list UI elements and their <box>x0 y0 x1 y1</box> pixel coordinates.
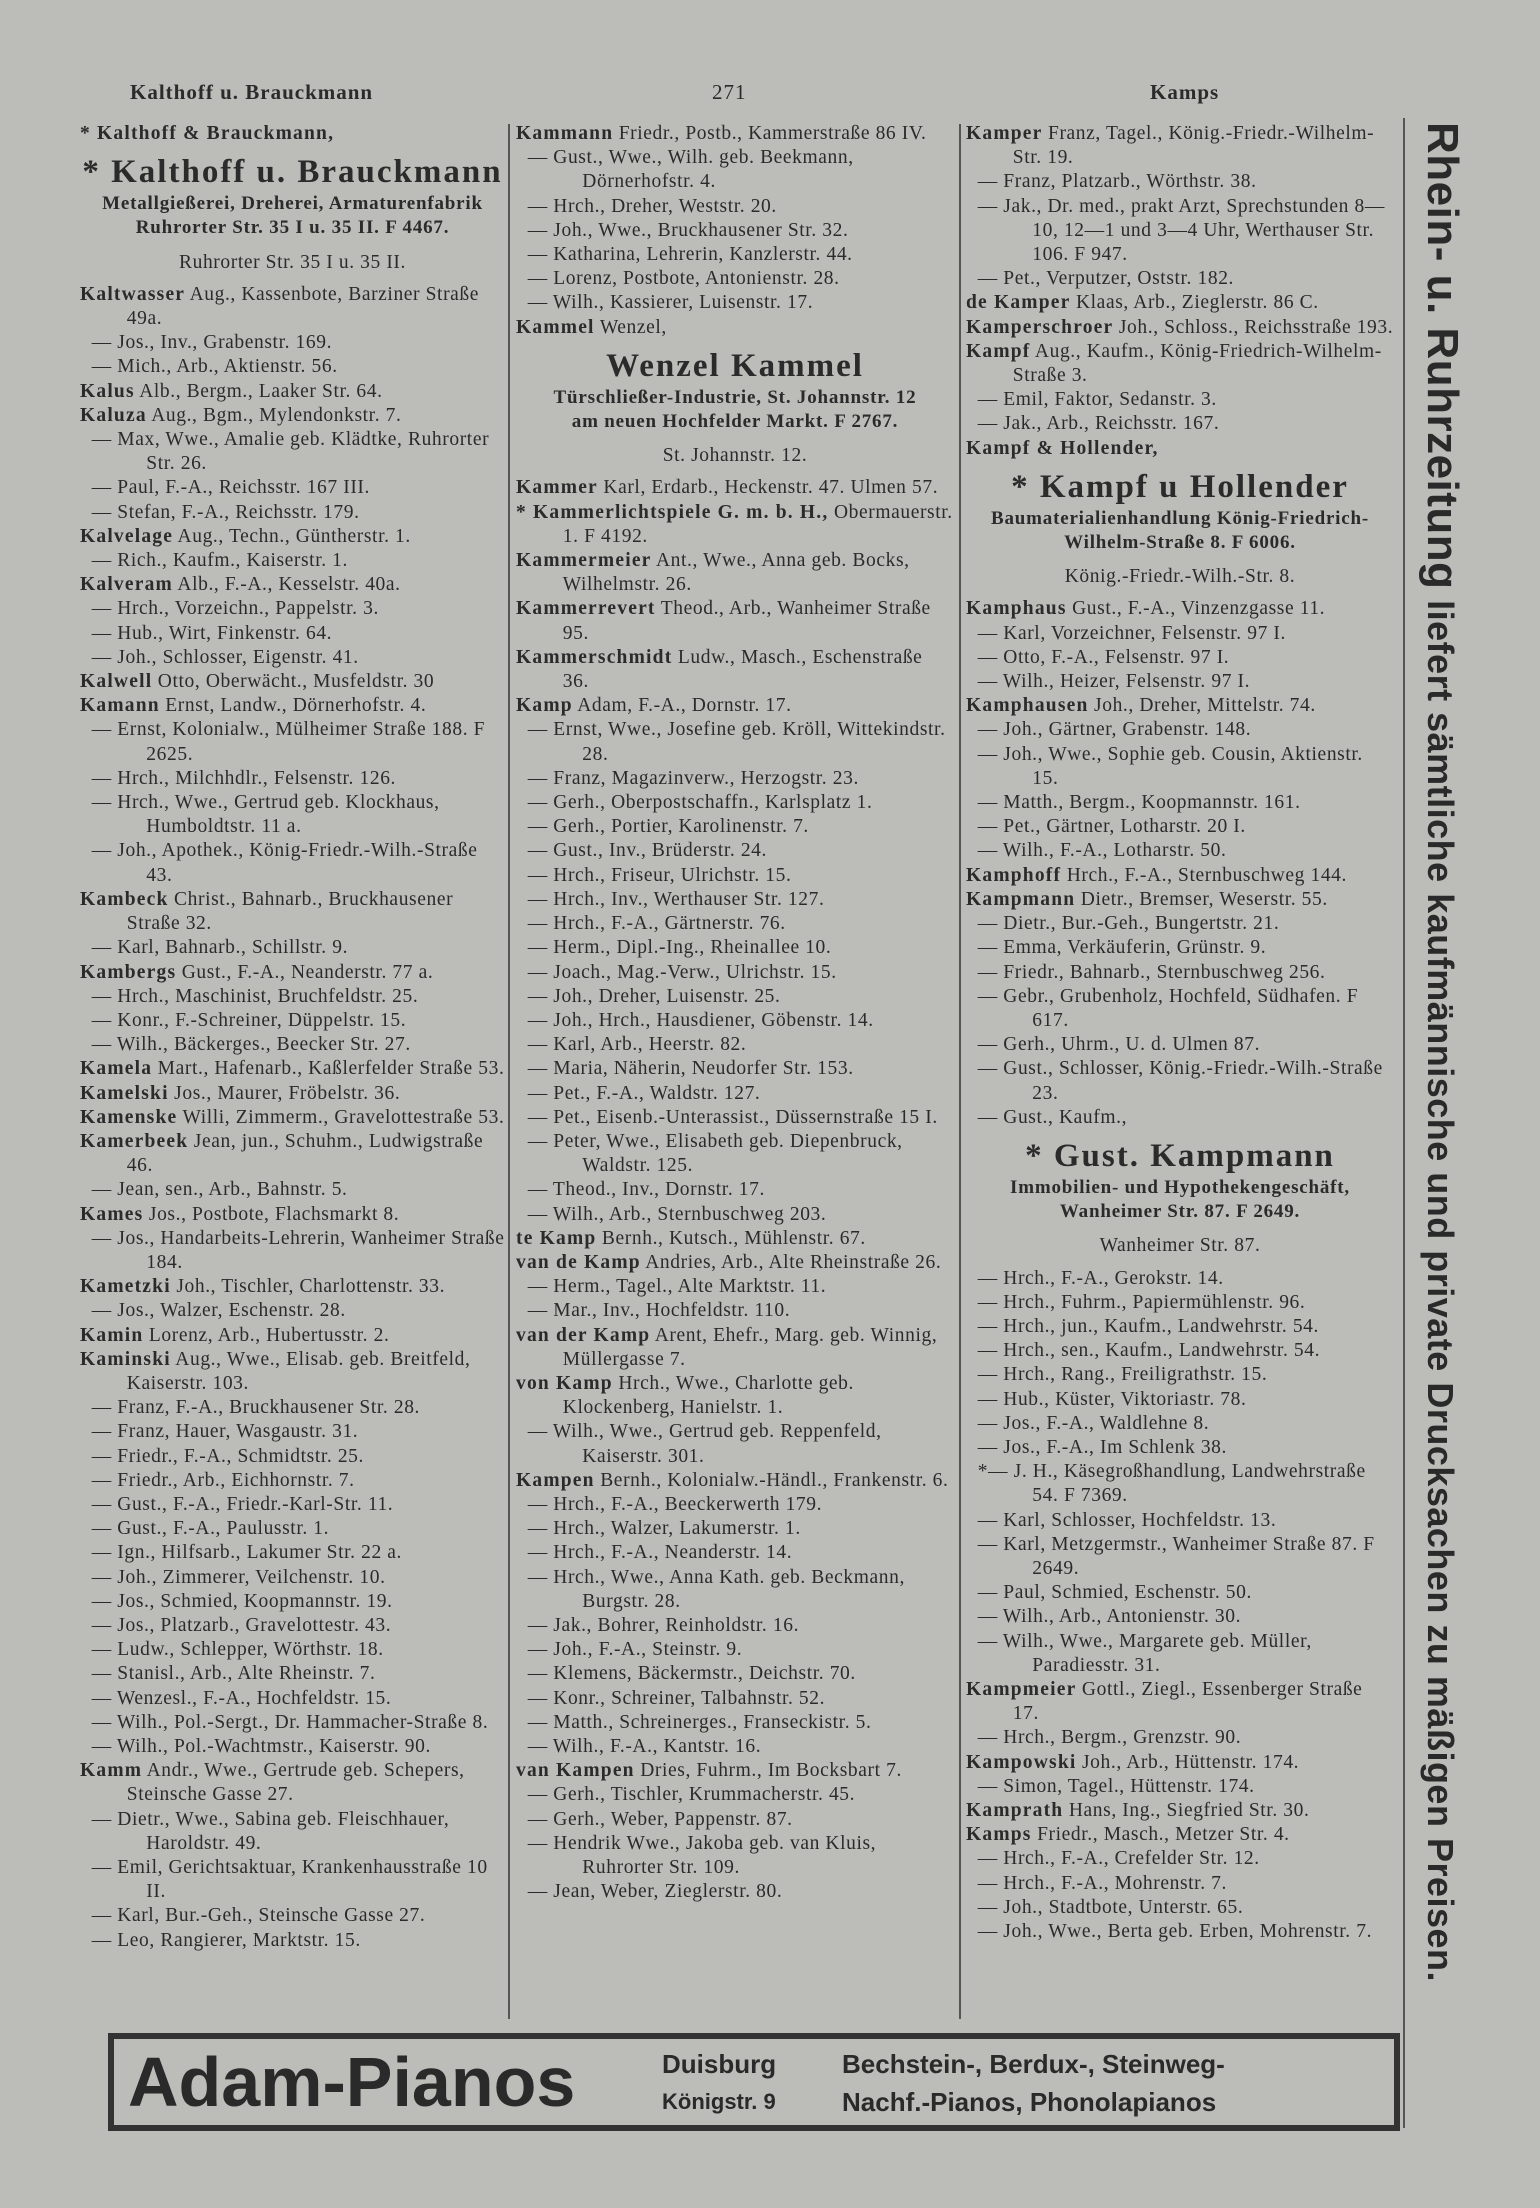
entry-details: Aug., Bgm., Mylendonkstr. 7. <box>151 404 402 426</box>
directory-subentry: — Jak., Dr. med., prakt Arzt, Sprechstunden 8—10, 12—1 und 3—4 Uhr, Werthauser Str. 106. F 947. <box>977 195 1385 266</box>
directory-subentry: — Theod., Inv., Dornstr. 17. <box>527 1179 765 1201</box>
directory-subentry: — Wilh., F.-A., Kantstr. 16. <box>527 1736 762 1757</box>
display-ad-title: * Kampf u Hollender <box>1011 468 1349 505</box>
directory-subentry: — Pet., Gärtner, Lotharstr. 20 I. <box>977 816 1246 838</box>
directory-subentry: — Gust., F.-A., Friedr.-Karl-Str. 11. <box>91 1493 394 1515</box>
directory-subentry: — Hrch., Vorzeichn., Pappelstr. 3. <box>91 598 379 620</box>
directory-subentry: — Ernst, Wwe., Josefine geb. Kröll, Wittekindstr. 28. <box>527 719 946 765</box>
directory-subentry: — Mich., Arb., Aktienstr. 56. <box>91 356 338 378</box>
column-divider <box>508 124 510 2019</box>
entry-details: Karl, Erdarb., Heckenstr. 47. Ulmen 57. <box>603 477 939 499</box>
surname: Kampmann <box>966 888 1076 910</box>
directory-subentry: — Pet., Verputzer, Oststr. 182. <box>977 268 1235 290</box>
directory-subentry: — Gust., Schlosser, König.-Friedr.-Wilh.-Straße 23. <box>977 1058 1383 1104</box>
directory-entry <box>516 1372 954 1420</box>
surname: Kammerrevert <box>516 598 656 620</box>
directory-subentry: — Karl, Bahnarb., Schillstr. 9. <box>91 937 349 959</box>
directory-subentry: — Maria, Näherin, Neudorfer Str. 153. <box>527 1058 854 1080</box>
directory-entry <box>516 1251 954 1275</box>
directory-subentry: — Friedr., F.-A., Schmidtstr. 25. <box>91 1445 364 1467</box>
entry-details: Joh., Schloss., Reichsstraße 193. <box>1118 316 1394 338</box>
directory-subentry: — Karl, Arb., Heerstr. 82. <box>527 1034 747 1056</box>
directory-subentry: — Wilh., Wwe., Margarete geb. Müller, Paradiesstr. 31. <box>977 1630 1312 1676</box>
directory-subentry: — Karl, Metzgermstr., Wanheimer Straße 87. F 2649. <box>977 1533 1375 1579</box>
bottom-advertisement <box>108 2033 1400 2131</box>
directory-subentry: — Wenzesl., F.-A., Hochfeldstr. 15. <box>91 1687 392 1709</box>
directory-subentry: — Hrch., Wwe., Anna Kath. geb. Beckmann, Burgstr. 28. <box>527 1566 905 1612</box>
side-ad-name: Rhein- u. Ruhrzeitung <box>1418 122 1467 590</box>
surname: Kalvelage <box>80 525 174 547</box>
directory-subentry: — Gust., Inv., Brüderstr. 24. <box>527 840 767 862</box>
directory-subentry: — Konr., F.-Schreiner, Düppelstr. 15. <box>91 1009 407 1031</box>
directory-entry <box>80 1324 505 1348</box>
directory-subentry: — Hub., Küster, Viktoriastr. 78. <box>977 1388 1247 1410</box>
directory-entry <box>516 694 954 718</box>
directory-entry <box>516 501 954 549</box>
surname: Kampmeier <box>966 1678 1077 1700</box>
surname: Kampf & Hollender, <box>966 437 1159 459</box>
directory-subentry: — Hrch., Walzer, Lakumerstr. 1. <box>527 1518 801 1540</box>
directory-subentry: — Matth., Schreinerges., Franseckistr. 5. <box>527 1711 872 1733</box>
directory-subentry: — Gerh., Portier, Karolinenstr. 7. <box>527 816 809 838</box>
entry-details: Aug., Techn., Güntherstr. 1. <box>177 525 411 547</box>
surname: Kamin <box>80 1324 144 1346</box>
directory-entry <box>80 525 505 549</box>
entry-details: Joh., Arb., Hüttenstr. 174. <box>1081 1751 1300 1773</box>
entry-details: Hans, Ing., Siegfried Str. 30. <box>1068 1800 1310 1821</box>
surname: Kamp <box>516 695 573 717</box>
directory-subentry: — Gerh., Uhrm., U. d. Ulmen 87. <box>977 1034 1261 1056</box>
display-ad-address: St. Johannstr. 12. <box>662 445 808 467</box>
directory-entry <box>80 888 505 936</box>
surname: Kampowski <box>966 1751 1077 1773</box>
directory-subentry: — Dietr., Bur.-Geh., Bungertstr. 21. <box>977 913 1280 935</box>
column-1 <box>80 122 505 1953</box>
directory-entry <box>80 1275 505 1299</box>
surname: Kampf <box>966 340 1031 362</box>
directory-subentry: — Emil, Gerichtsaktuar, Krankenhausstraße 10 II. <box>91 1857 488 1903</box>
directory-subentry: — Pet., Eisenb.-Unterassist., Düssernstraße 15 I. <box>527 1106 938 1128</box>
directory-subentry: — Hrch., F.-A., Gerokstr. 14. <box>977 1267 1224 1289</box>
display-ad-text: am neuen Hochfelder Markt. F 2767. <box>571 411 899 433</box>
directory-entry <box>516 646 954 694</box>
entry-details: Franz, Tagel., König.-Friedr.-Wilhelm-Str. 19. <box>1012 123 1375 169</box>
directory-subentry: — Max, Wwe., Amalie geb. Klädtke, Ruhrorter Str. 26. <box>91 429 490 475</box>
surname: van de Kamp <box>516 1251 641 1273</box>
directory-subentry: — Mar., Inv., Hochfeldstr. 110. <box>527 1300 791 1322</box>
page-number: 271 <box>712 80 747 104</box>
directory-subentry: — Joh., F.-A., Steinstr. 9. <box>527 1639 743 1661</box>
directory-subentry: — Wilh., Bäckerges., Beecker Str. 27. <box>91 1034 411 1056</box>
directory-subentry: — Jos., F.-A., Waldlehne 8. <box>977 1412 1210 1434</box>
surname: Kamprath <box>966 1800 1064 1821</box>
directory-entry <box>966 1751 1394 1775</box>
directory-subentry: — Herm., Tagel., Alte Marktstr. 11. <box>527 1276 827 1298</box>
directory-subentry: — Gust., Wwe., Wilh. geb. Beekmann, Dörnerhofstr. 4. <box>527 147 854 193</box>
entry-details: Joh., Tischler, Charlottenstr. 33. <box>176 1276 446 1298</box>
directory-subentry: — Jean, Weber, Zieglerstr. 80. <box>527 1881 783 1903</box>
side-ad-divider <box>1403 118 1405 2128</box>
directory-subentry: — Hrch., Fuhrm., Papiermühlenstr. 96. <box>977 1291 1306 1313</box>
directory-subentry: — Karl, Bur.-Geh., Steinsche Gasse 27. <box>91 1905 426 1927</box>
surname: Kamenske <box>80 1106 178 1128</box>
directory-subentry: — Matth., Bergm., Koopmannstr. 161. <box>977 792 1301 814</box>
surname: Kames <box>80 1203 144 1225</box>
entry-details: Ernst, Landw., Dörnerhofstr. 4. <box>165 695 427 717</box>
surname: Kamps <box>966 1824 1032 1846</box>
directory-subentry: — Simon, Tagel., Hüttenstr. 174. <box>977 1775 1255 1797</box>
entry-details: Wenzel, <box>599 316 667 338</box>
directory-subentry: — Ign., Hilfsarb., Lakumer Str. 22 a. <box>91 1542 403 1564</box>
surname: Kaluza <box>80 404 147 426</box>
directory-subentry: — Jean, sen., Arb., Bahnstr. 5. <box>91 1179 348 1201</box>
directory-subentry: — Emma, Verkäuferin, Grünstr. 9. <box>977 937 1267 959</box>
directory-entry <box>966 1678 1394 1726</box>
directory-subentry: — Joh., Schlosser, Eigenstr. 41. <box>91 646 359 668</box>
running-head-left: Kalthoff u. Brauckmann <box>130 80 374 104</box>
column-3 <box>966 122 1394 1944</box>
directory-entry <box>516 316 954 340</box>
directory-subentry: — Gerh., Weber, Pappenstr. 87. <box>527 1808 793 1830</box>
entry-details: Alb., F.-A., Kesselstr. 40a. <box>177 574 401 596</box>
entry-details: Hrch., Wwe., Charlotte geb. Klockenberg, Hanielstr. 1. <box>562 1372 855 1419</box>
directory-subentry: — Franz, Platzarb., Wörthstr. 38. <box>977 171 1257 193</box>
display-ad-text: Ruhrorter Str. 35 I u. 35 II. F 4467. <box>135 217 450 239</box>
side-ad-text: liefert sämtliche kaufmännische und private Drucksachen zu mäßigen Preisen. <box>1420 600 1461 1983</box>
directory-subentry: — Franz, F.-A., Bruckhausener Str. 28. <box>91 1397 421 1419</box>
entry-details: Hrch., F.-A., Sternbuschweg 144. <box>1066 864 1347 886</box>
surname: Kamphaus <box>966 598 1067 620</box>
directory-subentry: — Dietr., Wwe., Sabina geb. Fleischhauer, Haroldstr. 49. <box>91 1808 450 1854</box>
directory-entry <box>966 597 1394 621</box>
running-head-right: Kamps <box>1150 80 1220 104</box>
entry-details: Bernh., Kolonialw.-Händl., Frankenstr. 6. <box>600 1469 949 1491</box>
directory-subentry: — Hrch., Inv., Werthauser Str. 127. <box>527 888 825 910</box>
directory-subentry: — Konr., Schreiner, Talbahnstr. 52. <box>527 1687 826 1709</box>
directory-subentry: — Joh., Hrch., Hausdiener, Göbenstr. 14. <box>527 1009 874 1031</box>
directory-subentry: — Hrch., Dreher, Weststr. 20. <box>527 195 777 217</box>
entry-details: Willi, Zimmerm., Gravelottestraße 53. <box>182 1106 505 1128</box>
surname: Kampen <box>516 1469 595 1491</box>
directory-subentry: — Katharina, Lehrerin, Kanzlerstr. 44. <box>527 244 853 266</box>
entry-details: Bernh., Kutsch., Mühlenstr. 67. <box>601 1227 866 1249</box>
directory-subentry: — Hendrik Wwe., Jakoba geb. van Kluis, Ruhrorter Str. 109. <box>527 1832 877 1879</box>
display-ad-text: Türschließer-Industrie, St. Johannstr. 12 <box>553 386 917 408</box>
directory-entry <box>80 694 505 718</box>
surname: Kaltwasser <box>80 283 186 305</box>
directory-subentry: — Jos., Walzer, Eschenstr. 28. <box>91 1300 346 1322</box>
directory-entry <box>516 597 954 645</box>
directory-subentry: — Wilh., Pol.-Wachtmstr., Kaiserstr. 90. <box>91 1736 431 1757</box>
entry-details: Obermauerstr. 1. F 4192. <box>562 501 953 547</box>
directory-entry <box>80 283 505 331</box>
directory-subentry: — Wilh., Kassierer, Luisenstr. 17. <box>527 292 814 314</box>
directory-subentry: — Joh., Zimmerer, Veilchenstr. 10. <box>91 1566 386 1588</box>
directory-subentry: — Wilh., F.-A., Lotharstr. 50. <box>977 840 1227 862</box>
directory-entry <box>80 1203 505 1227</box>
surname: Kammel <box>516 316 595 338</box>
directory-subentry: — Lorenz, Postbote, Antonienstr. 28. <box>527 268 840 290</box>
directory-subentry: *— J. H., Käsegroßhandlung, Landwehrstraße 54. F 7369. <box>977 1461 1366 1507</box>
entry-details: Adam, F.-A., Dornstr. 17. <box>577 695 792 717</box>
entry-details: Dries, Fuhrm., Im Bocksbart 7. <box>640 1760 902 1782</box>
entry-details: Gust., F.-A., Neanderstr. 77 a. <box>181 961 434 983</box>
surname: Kalwell <box>80 671 153 693</box>
column-2 <box>516 122 954 1904</box>
directory-entry <box>966 340 1394 388</box>
directory-subentry: — Wilh., Wwe., Gertrud geb. Reppenfeld, Kaiserstr. 301. <box>527 1421 882 1467</box>
entry-details: Friedr., Postb., Kammerstraße 86 IV. <box>618 123 927 144</box>
entry-details: Jos., Maurer, Fröbelstr. 36. <box>174 1082 401 1104</box>
directory-entry <box>80 1348 505 1396</box>
directory-entry <box>80 1082 505 1106</box>
surname: te Kamp <box>516 1227 597 1249</box>
directory-entry <box>516 1324 954 1372</box>
entry-details: Aug., Kassenbote, Barziner Straße 49a. <box>126 283 480 330</box>
directory-entry <box>966 316 1394 340</box>
directory-subentry: — Hrch., F.-A., Neanderstr. 14. <box>527 1542 793 1564</box>
display-ad-address: Ruhrorter Str. 35 I u. 35 II. <box>179 251 406 273</box>
display-ad-address: König.-Friedr.-Wilh.-Str. 8. <box>1064 566 1296 588</box>
directory-subentry: — Paul, Schmied, Eschenstr. 50. <box>977 1582 1252 1604</box>
surname: Kaminski <box>80 1348 171 1370</box>
directory-subentry: — Joh., Wwe., Berta geb. Erben, Mohrenstr. 7. <box>977 1921 1373 1943</box>
directory-entry <box>80 380 505 404</box>
directory-subentry: — Joh., Stadtbote, Unterstr. 65. <box>977 1896 1244 1918</box>
surname: von Kamp <box>516 1372 613 1394</box>
entry-details: Lorenz, Arb., Hubertusstr. 2. <box>148 1324 390 1346</box>
directory-subentry: — Hrch., Maschinist, Bruchfeldstr. 25. <box>91 985 419 1007</box>
entry-details: Joh., Dreher, Mittelstr. 74. <box>1094 695 1316 717</box>
directory-subentry: — Hrch., Rang., Freiligrathstr. 15. <box>977 1364 1268 1386</box>
directory-subentry: — Wilh., Heizer, Felsenstr. 97 I. <box>977 671 1251 693</box>
surname: de Kamper <box>966 292 1071 314</box>
directory-subentry: — Stefan, F.-A., Reichsstr. 179. <box>91 501 360 523</box>
directory-entry <box>516 549 954 597</box>
display-ad-text: Wanheimer Str. 87. F 2649. <box>1059 1201 1301 1223</box>
ad-line-2: Nachf.-Pianos, Phonolapianos <box>842 2087 1217 2117</box>
directory-subentry: — Emil, Faktor, Sedanstr. 3. <box>977 389 1217 411</box>
ad-street: Königstr. 9 <box>662 2089 776 2114</box>
surname: Kametzki <box>80 1276 171 1298</box>
entry-details: Gottl., Ziegl., Essenberger Straße 17. <box>1012 1678 1363 1725</box>
directory-entry <box>966 694 1394 718</box>
directory-subentry: — Friedr., Bahnarb., Sternbuschweg 256. <box>977 961 1326 983</box>
directory-subentry: — Paul, F.-A., Reichsstr. 167 III. <box>91 477 370 499</box>
directory-subentry: — Hub., Wirt, Finkenstr. 64. <box>91 622 333 644</box>
surname: Kamerbeek <box>80 1130 189 1152</box>
surname: Kamphausen <box>966 695 1089 717</box>
surname: Kamann <box>80 695 160 717</box>
display-ad-title: Wenzel Kammel <box>606 347 864 384</box>
directory-entry <box>966 864 1394 888</box>
directory-subentry: — Jak., Arb., Reichsstr. 167. <box>977 413 1220 435</box>
directory-entry <box>966 1823 1394 1847</box>
directory-subentry: — Joh., Dreher, Luisenstr. 25. <box>527 985 781 1007</box>
entry-details: Christ., Bahnarb., Bruckhausener Straße 32. <box>126 888 454 935</box>
display-ad-text: Wilhelm-Straße 8. F 6006. <box>1064 532 1296 554</box>
directory-subentry: — Friedr., Arb., Eichhornstr. 7. <box>91 1469 355 1491</box>
display-ad-text: Immobilien- und Hypothekengeschäft, <box>1010 1176 1350 1198</box>
directory-subentry: — Gebr., Grubenholz, Hochfeld, Südhafen. F 617. <box>977 985 1359 1031</box>
directory-subentry: — Gerh., Oberpostschaffn., Karlsplatz 1. <box>527 792 873 814</box>
surname: van der Kamp <box>516 1324 651 1346</box>
directory-entry <box>80 1057 505 1081</box>
directory-entry <box>80 573 505 597</box>
surname: Kambeck <box>80 888 169 910</box>
directory-subentry: — Joh., Wwe., Sophie geb. Cousin, Aktienstr. 15. <box>977 743 1363 789</box>
directory-subentry: — Stanisl., Arb., Alte Rheinstr. 7. <box>91 1663 376 1685</box>
surname: Kamphoff <box>966 864 1062 886</box>
entry-details: Aug., Kaufm., König-Friedrich-Wilhelm-Straße 3. <box>1012 340 1382 387</box>
directory-subentry: — Wilh., Arb., Antonienstr. 30. <box>977 1606 1242 1628</box>
directory-subentry: — Ernst, Kolonialw., Mülheimer Straße 188. F 2625. <box>91 719 486 765</box>
directory-subentry: — Leo, Rangierer, Marktstr. 15. <box>91 1929 361 1951</box>
directory-subentry: — Hrch., F.-A., Gärtnerstr. 76. <box>527 913 786 935</box>
directory-entry <box>80 404 505 428</box>
ad-line-1: Bechstein-, Berdux-, Steinweg- <box>842 2049 1225 2079</box>
entry-details: Otto, Oberwächt., Musfeldstr. 30 <box>157 671 435 693</box>
directory-subentry: — Hrch., Bergm., Grenzstr. 90. <box>977 1727 1242 1749</box>
directory-subentry: — Wilh., Pol.-Sergt., Dr. Hammacher-Straße 8. <box>91 1711 489 1733</box>
directory-entry <box>516 122 954 146</box>
entry-details: Jos., Postbote, Flachsmarkt 8. <box>148 1203 400 1225</box>
directory-subentry: — Jak., Bohrer, Reinholdstr. 16. <box>527 1614 800 1636</box>
directory-entry <box>966 888 1394 912</box>
directory-subentry: — Ludw., Schlepper, Wörthstr. 18. <box>91 1639 384 1661</box>
directory-entry <box>516 1469 954 1493</box>
surname: Kammer <box>516 477 598 499</box>
directory-subentry: — Hrch., F.-A., Mohrenstr. 7. <box>977 1872 1227 1894</box>
surname: Kamela <box>80 1058 153 1080</box>
surname: * Kammerlichtspiele G. m. b. H., <box>516 501 829 523</box>
display-ad-title: * Kalthoff u. Brauckmann <box>82 154 503 191</box>
surname: Kammermeier <box>516 550 652 572</box>
directory-subentry: — Klemens, Bäckermstr., Deichstr. 70. <box>527 1663 856 1685</box>
directory-entry <box>966 122 1394 170</box>
directory-subentry: — Jos., Platzarb., Gravelottestr. 43. <box>91 1614 392 1636</box>
directory-subentry: — Hrch., Friseur, Ulrichstr. 15. <box>527 864 792 886</box>
surname: Kalus <box>80 380 135 402</box>
directory-subentry: — Karl, Schlosser, Hochfeldstr. 13. <box>977 1509 1277 1531</box>
directory-entry <box>516 476 954 500</box>
display-ad-text: Baumaterialienhandlung König-Friedrich- <box>991 507 1369 529</box>
directory-subentry: — Jos., Schmied, Koopmannstr. 19. <box>91 1590 393 1612</box>
directory-entry <box>80 1759 505 1807</box>
directory-subentry: — Joh., Gärtner, Grabenstr. 148. <box>977 719 1252 741</box>
directory-entry <box>966 1799 1394 1823</box>
directory-subentry: — Herm., Dipl.-Ing., Rheinallee 10. <box>527 937 832 959</box>
column-divider <box>959 124 961 2019</box>
display-ad-text: Metallgießerei, Dreherei, Armaturenfabrik <box>102 193 483 215</box>
entry-details: Ant., Wwe., Anna geb. Bocks, Wilhelmstr. 26. <box>562 550 910 596</box>
entry-details: Jean, jun., Schuhm., Ludwigstraße 46. <box>126 1130 484 1177</box>
ad-city: Duisburg <box>662 2049 777 2079</box>
entry-details: Andries, Arb., Alte Rheinstraße 26. <box>645 1251 942 1273</box>
directory-entry <box>80 670 505 694</box>
directory-subentry: — Joh., Apothek., König-Friedr.-Wilh.-Straße 43. <box>91 840 478 886</box>
directory-subentry: — Franz, Magazinverw., Herzogstr. 23. <box>527 767 859 789</box>
surname: * Kalthoff & Brauckmann, <box>80 123 335 144</box>
surname: Kamperschroer <box>966 316 1114 338</box>
surname: Kalveram <box>80 574 173 596</box>
directory-entry <box>966 437 1394 461</box>
entry-details: Gust., F.-A., Vinzenzgasse 11. <box>1072 598 1326 620</box>
directory-entry <box>80 1130 505 1178</box>
side-advertisement <box>1412 122 1472 2122</box>
entry-details: Theod., Arb., Wanheimer Straße 95. <box>562 598 931 644</box>
directory-subentry: — Jos., Inv., Grabenstr. 169. <box>91 332 333 354</box>
directory-entry <box>516 1227 954 1251</box>
surname: Kammerschmidt <box>516 646 673 668</box>
entry-details: Arent, Ehefr., Marg. geb. Winnig, Müllergasse 7. <box>562 1324 938 1370</box>
directory-entry <box>80 961 505 985</box>
directory-subentry: — Wilh., Arb., Sternbuschweg 203. <box>527 1203 827 1225</box>
directory-entry <box>516 1759 954 1783</box>
directory-subentry: — Otto, F.-A., Felsenstr. 97 I. <box>977 646 1230 668</box>
directory-subentry: — Joach., Mag.-Verw., Ulrichstr. 15. <box>527 961 837 983</box>
directory-subentry: — Hrch., Milchhdlr., Felsenstr. 126. <box>91 767 397 789</box>
surname: Kamper <box>966 123 1043 144</box>
directory-subentry: — Gust., F.-A., Paulusstr. 1. <box>91 1518 330 1540</box>
ad-brand: Adam-Pianos <box>128 2043 576 2121</box>
entry-details: Friedr., Masch., Metzer Str. 4. <box>1037 1824 1290 1846</box>
entry-details: Andr., Wwe., Gertrude geb. Schepers, Steinsche Gasse 27. <box>126 1760 465 1806</box>
directory-subentry: — Jos., F.-A., Im Schlenk 38. <box>977 1436 1227 1458</box>
directory-subentry: — Joh., Wwe., Bruckhausener Str. 32. <box>527 219 849 241</box>
directory-subentry: — Pet., F.-A., Waldstr. 127. <box>527 1082 761 1104</box>
directory-subentry: — Hrch., Wwe., Gertrud geb. Klockhaus, Humboldtstr. 11 a. <box>91 792 440 838</box>
directory-subentry: — Hrch., jun., Kaufm., Landwehrstr. 54. <box>977 1315 1319 1337</box>
surname: Kambergs <box>80 961 177 983</box>
directory-subentry: — Jos., Handarbeits-Lehrerin, Wanheimer Straße 184. <box>91 1227 505 1273</box>
display-ad-title: * Gust. Kampmann <box>1025 1137 1335 1174</box>
directory-subentry: — Franz, Hauer, Wasgaustr. 31. <box>91 1421 359 1443</box>
directory-entry <box>80 122 505 146</box>
directory-subentry: — Gust., Kaufm., <box>977 1106 1128 1128</box>
directory-subentry: — Peter, Wwe., Elisabeth geb. Diepenbruck, Waldstr. 125. <box>527 1130 903 1177</box>
directory-entry <box>966 291 1394 315</box>
surname: Kamm <box>80 1760 143 1782</box>
directory-subentry: — Karl, Vorzeichner, Felsenstr. 97 I. <box>977 622 1286 644</box>
entry-details: Dietr., Bremser, Weserstr. 55. <box>1080 888 1328 910</box>
directory-subentry: — Gerh., Tischler, Krummacherstr. 45. <box>527 1784 856 1806</box>
directory-subentry: — Hrch., F.-A., Beeckerwerth 179. <box>527 1493 823 1515</box>
entry-details: Ludw., Masch., Eschenstraße 36. <box>562 646 923 693</box>
entry-details: Klaas, Arb., Zieglerstr. 86 C. <box>1075 292 1319 314</box>
directory-subentry: — Rich., Kaufm., Kaiserstr. 1. <box>91 550 348 572</box>
entry-details: Mart., Hafenarb., Kaßlerfelder Straße 53. <box>157 1058 505 1080</box>
display-ad-address: Wanheimer Str. 87. <box>1099 1235 1261 1257</box>
directory-subentry: — Hrch., F.-A., Crefelder Str. 12. <box>977 1848 1260 1870</box>
surname: Kammann <box>516 123 614 144</box>
directory-subentry: — Hrch., sen., Kaufm., Landwehrstr. 54. <box>977 1340 1321 1362</box>
entry-details: Alb., Bergm., Laaker Str. 64. <box>139 380 383 402</box>
surname: Kamelski <box>80 1082 169 1104</box>
entry-details: Aug., Wwe., Elisab. geb. Breitfeld, Kaiserstr. 103. <box>126 1348 471 1394</box>
directory-entry <box>80 1106 505 1130</box>
surname: van Kampen <box>516 1760 635 1782</box>
